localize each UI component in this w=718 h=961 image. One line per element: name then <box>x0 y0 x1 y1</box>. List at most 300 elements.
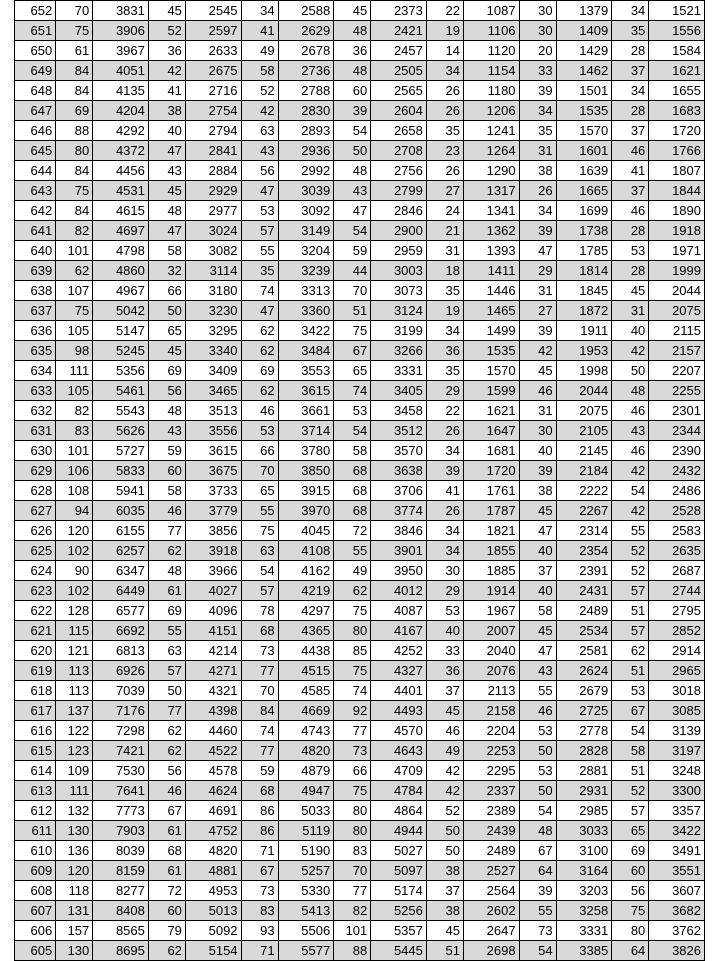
count-cell[interactable]: 2985 <box>556 801 612 821</box>
count-cell[interactable]: 34 <box>519 101 556 121</box>
score-cell[interactable]: 613 <box>15 781 56 801</box>
count-cell[interactable]: 35 <box>612 21 649 41</box>
count-cell[interactable]: 39 <box>519 221 556 241</box>
count-cell[interactable]: 3100 <box>556 841 612 861</box>
count-cell[interactable]: 5626 <box>93 421 149 441</box>
count-cell[interactable]: 3357 <box>649 801 705 821</box>
count-cell[interactable]: 45 <box>426 921 463 941</box>
count-cell[interactable]: 58 <box>148 241 185 261</box>
count-cell[interactable]: 47 <box>334 201 371 221</box>
count-cell[interactable]: 45 <box>519 361 556 381</box>
score-cell[interactable]: 623 <box>15 581 56 601</box>
count-cell[interactable]: 88 <box>334 941 371 961</box>
count-cell[interactable]: 6257 <box>93 541 149 561</box>
count-cell[interactable]: 62 <box>148 541 185 561</box>
count-cell[interactable]: 70 <box>334 281 371 301</box>
count-cell[interactable]: 41 <box>148 81 185 101</box>
score-cell[interactable]: 640 <box>15 241 56 261</box>
count-cell[interactable]: 67 <box>148 801 185 821</box>
count-cell[interactable]: 3918 <box>185 541 241 561</box>
count-cell[interactable]: 3970 <box>278 501 334 521</box>
count-cell[interactable]: 45 <box>426 701 463 721</box>
count-cell[interactable]: 55 <box>612 521 649 541</box>
count-cell[interactable]: 3139 <box>649 721 705 741</box>
count-cell[interactable]: 3850 <box>278 461 334 481</box>
score-cell[interactable]: 632 <box>15 401 56 421</box>
count-cell[interactable]: 1409 <box>556 21 612 41</box>
count-cell[interactable]: 3831 <box>93 1 149 21</box>
count-cell[interactable]: 2604 <box>371 101 427 121</box>
count-cell[interactable]: 4944 <box>371 821 427 841</box>
score-cell[interactable]: 650 <box>15 41 56 61</box>
count-cell[interactable]: 39 <box>519 881 556 901</box>
count-cell[interactable]: 2788 <box>278 81 334 101</box>
count-cell[interactable]: 4820 <box>185 841 241 861</box>
count-cell[interactable]: 46 <box>148 501 185 521</box>
count-cell[interactable]: 4709 <box>371 761 427 781</box>
count-cell[interactable]: 79 <box>148 921 185 941</box>
count-cell[interactable]: 51 <box>334 301 371 321</box>
count-cell[interactable]: 2489 <box>463 841 519 861</box>
count-cell[interactable]: 1971 <box>649 241 705 261</box>
count-cell[interactable]: 2044 <box>649 281 705 301</box>
count-cell[interactable]: 59 <box>241 761 278 781</box>
count-cell[interactable]: 4570 <box>371 721 427 741</box>
count-cell[interactable]: 43 <box>148 161 185 181</box>
count-cell[interactable]: 2799 <box>371 181 427 201</box>
count-cell[interactable]: 58 <box>519 601 556 621</box>
count-cell[interactable]: 75 <box>334 781 371 801</box>
count-cell[interactable]: 28 <box>612 41 649 61</box>
count-cell[interactable]: 1584 <box>649 41 705 61</box>
count-cell[interactable]: 1411 <box>463 261 519 281</box>
score-cell[interactable]: 611 <box>15 821 56 841</box>
count-cell[interactable]: 2959 <box>371 241 427 261</box>
count-cell[interactable]: 2489 <box>556 601 612 621</box>
count-cell[interactable]: 84 <box>56 61 93 81</box>
count-cell[interactable]: 107 <box>56 281 93 301</box>
count-cell[interactable]: 34 <box>241 1 278 21</box>
score-cell[interactable]: 610 <box>15 841 56 861</box>
count-cell[interactable]: 2432 <box>649 461 705 481</box>
count-cell[interactable]: 50 <box>519 781 556 801</box>
count-cell[interactable]: 7641 <box>93 781 149 801</box>
score-cell[interactable]: 642 <box>15 201 56 221</box>
count-cell[interactable]: 5190 <box>278 841 334 861</box>
count-cell[interactable]: 73 <box>241 641 278 661</box>
count-cell[interactable]: 4108 <box>278 541 334 561</box>
count-cell[interactable]: 63 <box>148 641 185 661</box>
count-cell[interactable]: 1890 <box>649 201 705 221</box>
count-cell[interactable]: 53 <box>241 421 278 441</box>
count-cell[interactable]: 1241 <box>463 121 519 141</box>
count-cell[interactable]: 1535 <box>463 341 519 361</box>
count-cell[interactable]: 4624 <box>185 781 241 801</box>
count-cell[interactable]: 46 <box>612 141 649 161</box>
count-cell[interactable]: 2076 <box>463 661 519 681</box>
count-cell[interactable]: 45 <box>612 281 649 301</box>
count-cell[interactable]: 1290 <box>463 161 519 181</box>
count-cell[interactable]: 1761 <box>463 481 519 501</box>
count-cell[interactable]: 52 <box>148 21 185 41</box>
count-cell[interactable]: 14 <box>426 41 463 61</box>
count-cell[interactable]: 1154 <box>463 61 519 81</box>
count-cell[interactable]: 2564 <box>463 881 519 901</box>
count-cell[interactable]: 70 <box>334 861 371 881</box>
count-cell[interactable]: 109 <box>56 761 93 781</box>
count-cell[interactable]: 4252 <box>371 641 427 661</box>
count-cell[interactable]: 55 <box>334 541 371 561</box>
count-cell[interactable]: 3331 <box>371 361 427 381</box>
count-cell[interactable]: 2914 <box>649 641 705 661</box>
count-cell[interactable]: 2255 <box>649 381 705 401</box>
score-cell[interactable]: 628 <box>15 481 56 501</box>
count-cell[interactable]: 53 <box>241 201 278 221</box>
count-cell[interactable]: 54 <box>519 941 556 961</box>
count-cell[interactable]: 43 <box>519 661 556 681</box>
count-cell[interactable]: 2936 <box>278 141 334 161</box>
count-cell[interactable]: 4515 <box>278 661 334 681</box>
count-cell[interactable]: 78 <box>241 601 278 621</box>
count-cell[interactable]: 43 <box>148 421 185 441</box>
count-cell[interactable]: 26 <box>426 81 463 101</box>
count-cell[interactable]: 4697 <box>93 221 149 241</box>
count-cell[interactable]: 3967 <box>93 41 149 61</box>
count-cell[interactable]: 1845 <box>556 281 612 301</box>
count-cell[interactable]: 46 <box>612 401 649 421</box>
count-cell[interactable]: 53 <box>334 401 371 421</box>
count-cell[interactable]: 62 <box>612 641 649 661</box>
count-cell[interactable]: 66 <box>148 281 185 301</box>
count-cell[interactable]: 77 <box>241 661 278 681</box>
count-cell[interactable]: 53 <box>519 761 556 781</box>
count-cell[interactable]: 33 <box>426 641 463 661</box>
count-cell[interactable]: 2390 <box>649 441 705 461</box>
count-cell[interactable]: 74 <box>241 281 278 301</box>
count-cell[interactable]: 36 <box>334 41 371 61</box>
count-cell[interactable]: 37 <box>612 61 649 81</box>
count-cell[interactable]: 45 <box>519 621 556 641</box>
count-cell[interactable]: 4219 <box>278 581 334 601</box>
count-cell[interactable]: 48 <box>148 201 185 221</box>
count-cell[interactable]: 3779 <box>185 501 241 521</box>
count-cell[interactable]: 62 <box>241 341 278 361</box>
count-cell[interactable]: 26 <box>426 421 463 441</box>
count-cell[interactable]: 5256 <box>371 901 427 921</box>
count-cell[interactable]: 2157 <box>649 341 705 361</box>
count-cell[interactable]: 3082 <box>185 241 241 261</box>
score-cell[interactable]: 615 <box>15 741 56 761</box>
count-cell[interactable]: 101 <box>56 441 93 461</box>
count-cell[interactable]: 3230 <box>185 301 241 321</box>
count-cell[interactable]: 3422 <box>649 821 705 841</box>
count-cell[interactable]: 5461 <box>93 381 149 401</box>
count-cell[interactable]: 54 <box>334 121 371 141</box>
count-cell[interactable]: 5119 <box>278 821 334 841</box>
count-cell[interactable]: 7773 <box>93 801 149 821</box>
count-cell[interactable]: 50 <box>148 301 185 321</box>
count-cell[interactable]: 1814 <box>556 261 612 281</box>
count-cell[interactable]: 45 <box>148 1 185 21</box>
count-cell[interactable]: 1521 <box>649 1 705 21</box>
count-cell[interactable]: 5413 <box>278 901 334 921</box>
count-cell[interactable]: 4615 <box>93 201 149 221</box>
count-cell[interactable]: 3092 <box>278 201 334 221</box>
count-cell[interactable]: 2794 <box>185 121 241 141</box>
count-cell[interactable]: 82 <box>56 221 93 241</box>
count-cell[interactable]: 3197 <box>649 741 705 761</box>
count-cell[interactable]: 37 <box>519 561 556 581</box>
count-cell[interactable]: 69 <box>241 361 278 381</box>
count-cell[interactable]: 4798 <box>93 241 149 261</box>
count-cell[interactable]: 54 <box>612 481 649 501</box>
count-cell[interactable]: 36 <box>148 41 185 61</box>
count-cell[interactable]: 34 <box>612 81 649 101</box>
count-cell[interactable]: 52 <box>612 561 649 581</box>
count-cell[interactable]: 77 <box>241 741 278 761</box>
count-cell[interactable]: 58 <box>612 741 649 761</box>
count-cell[interactable]: 1738 <box>556 221 612 241</box>
count-cell[interactable]: 53 <box>612 241 649 261</box>
count-cell[interactable]: 2736 <box>278 61 334 81</box>
count-cell[interactable]: 1844 <box>649 181 705 201</box>
count-cell[interactable]: 43 <box>334 181 371 201</box>
count-cell[interactable]: 2893 <box>278 121 334 141</box>
count-cell[interactable]: 131 <box>56 901 93 921</box>
count-cell[interactable]: 4401 <box>371 681 427 701</box>
count-cell[interactable]: 3513 <box>185 401 241 421</box>
count-cell[interactable]: 65 <box>612 821 649 841</box>
count-cell[interactable]: 47 <box>148 141 185 161</box>
count-cell[interactable]: 106 <box>56 461 93 481</box>
count-cell[interactable]: 4784 <box>371 781 427 801</box>
count-cell[interactable]: 50 <box>148 681 185 701</box>
count-cell[interactable]: 47 <box>148 221 185 241</box>
count-cell[interactable]: 101 <box>334 921 371 941</box>
count-cell[interactable]: 5577 <box>278 941 334 961</box>
count-cell[interactable]: 2675 <box>185 61 241 81</box>
count-cell[interactable]: 1911 <box>556 321 612 341</box>
score-cell[interactable]: 619 <box>15 661 56 681</box>
count-cell[interactable]: 2222 <box>556 481 612 501</box>
count-cell[interactable]: 39 <box>519 461 556 481</box>
count-cell[interactable]: 64 <box>612 941 649 961</box>
count-cell[interactable]: 75 <box>241 521 278 541</box>
count-cell[interactable]: 1621 <box>463 401 519 421</box>
count-cell[interactable]: 6577 <box>93 601 149 621</box>
count-cell[interactable]: 3714 <box>278 421 334 441</box>
count-cell[interactable]: 21 <box>426 221 463 241</box>
count-cell[interactable]: 51 <box>426 941 463 961</box>
count-cell[interactable]: 57 <box>612 581 649 601</box>
count-cell[interactable]: 2115 <box>649 321 705 341</box>
count-cell[interactable]: 2977 <box>185 201 241 221</box>
count-cell[interactable]: 3422 <box>278 321 334 341</box>
count-cell[interactable]: 34 <box>519 201 556 221</box>
count-cell[interactable]: 1720 <box>463 461 519 481</box>
score-cell[interactable]: 644 <box>15 161 56 181</box>
count-cell[interactable]: 1639 <box>556 161 612 181</box>
count-cell[interactable]: 3950 <box>371 561 427 581</box>
count-cell[interactable]: 1341 <box>463 201 519 221</box>
count-cell[interactable]: 1601 <box>556 141 612 161</box>
count-cell[interactable]: 4292 <box>93 121 149 141</box>
count-cell[interactable]: 1264 <box>463 141 519 161</box>
count-cell[interactable]: 3733 <box>185 481 241 501</box>
count-cell[interactable]: 35 <box>241 261 278 281</box>
count-cell[interactable]: 3258 <box>556 901 612 921</box>
count-cell[interactable]: 73 <box>241 881 278 901</box>
score-cell[interactable]: 607 <box>15 901 56 921</box>
count-cell[interactable]: 6155 <box>93 521 149 541</box>
count-cell[interactable]: 3409 <box>185 361 241 381</box>
count-cell[interactable]: 2267 <box>556 501 612 521</box>
count-cell[interactable]: 3551 <box>649 861 705 881</box>
count-cell[interactable]: 59 <box>148 441 185 461</box>
count-cell[interactable]: 1446 <box>463 281 519 301</box>
count-cell[interactable]: 4027 <box>185 581 241 601</box>
count-cell[interactable]: 61 <box>56 41 93 61</box>
count-cell[interactable]: 4820 <box>278 741 334 761</box>
count-cell[interactable]: 4947 <box>278 781 334 801</box>
count-cell[interactable]: 86 <box>241 821 278 841</box>
count-cell[interactable]: 71 <box>241 941 278 961</box>
count-cell[interactable]: 84 <box>56 161 93 181</box>
count-cell[interactable]: 3615 <box>185 441 241 461</box>
count-cell[interactable]: 46 <box>612 201 649 221</box>
count-cell[interactable]: 130 <box>56 821 93 841</box>
count-cell[interactable]: 4438 <box>278 641 334 661</box>
count-cell[interactable]: 2337 <box>463 781 519 801</box>
count-cell[interactable]: 55 <box>241 241 278 261</box>
count-cell[interactable]: 101 <box>56 241 93 261</box>
count-cell[interactable]: 40 <box>612 321 649 341</box>
count-cell[interactable]: 6692 <box>93 621 149 641</box>
score-cell[interactable]: 631 <box>15 421 56 441</box>
count-cell[interactable]: 3180 <box>185 281 241 301</box>
count-cell[interactable]: 46 <box>426 721 463 741</box>
count-cell[interactable]: 77 <box>148 521 185 541</box>
count-cell[interactable]: 38 <box>148 101 185 121</box>
count-cell[interactable]: 8695 <box>93 941 149 961</box>
count-cell[interactable]: 8039 <box>93 841 149 861</box>
count-cell[interactable]: 47 <box>241 301 278 321</box>
count-cell[interactable]: 4493 <box>371 701 427 721</box>
count-cell[interactable]: 2678 <box>278 41 334 61</box>
count-cell[interactable]: 3762 <box>649 921 705 941</box>
count-cell[interactable]: 2629 <box>278 21 334 41</box>
count-cell[interactable]: 3966 <box>185 561 241 581</box>
count-cell[interactable]: 27 <box>519 301 556 321</box>
count-cell[interactable]: 84 <box>56 201 93 221</box>
count-cell[interactable]: 1570 <box>463 361 519 381</box>
count-cell[interactable]: 49 <box>241 41 278 61</box>
count-cell[interactable]: 39 <box>519 321 556 341</box>
count-cell[interactable]: 54 <box>519 801 556 821</box>
count-cell[interactable]: 1807 <box>649 161 705 181</box>
count-cell[interactable]: 65 <box>334 361 371 381</box>
count-cell[interactable]: 3915 <box>278 481 334 501</box>
count-cell[interactable]: 38 <box>519 161 556 181</box>
count-cell[interactable]: 80 <box>334 801 371 821</box>
count-cell[interactable]: 47 <box>519 641 556 661</box>
count-cell[interactable]: 3465 <box>185 381 241 401</box>
count-cell[interactable]: 1465 <box>463 301 519 321</box>
count-cell[interactable]: 55 <box>519 901 556 921</box>
count-cell[interactable]: 4271 <box>185 661 241 681</box>
count-cell[interactable]: 8277 <box>93 881 149 901</box>
count-cell[interactable]: 53 <box>612 681 649 701</box>
count-cell[interactable]: 31 <box>519 141 556 161</box>
count-cell[interactable]: 2679 <box>556 681 612 701</box>
count-cell[interactable]: 40 <box>426 621 463 641</box>
count-cell[interactable]: 3164 <box>556 861 612 881</box>
count-cell[interactable]: 54 <box>334 421 371 441</box>
score-cell[interactable]: 637 <box>15 301 56 321</box>
count-cell[interactable]: 130 <box>56 941 93 961</box>
count-cell[interactable]: 7903 <box>93 821 149 841</box>
count-cell[interactable]: 40 <box>148 121 185 141</box>
count-cell[interactable]: 52 <box>612 541 649 561</box>
count-cell[interactable]: 113 <box>56 681 93 701</box>
count-cell[interactable]: 3675 <box>185 461 241 481</box>
count-cell[interactable]: 53 <box>426 601 463 621</box>
count-cell[interactable]: 1855 <box>463 541 519 561</box>
count-cell[interactable]: 31 <box>612 301 649 321</box>
count-cell[interactable]: 105 <box>56 381 93 401</box>
score-cell[interactable]: 621 <box>15 621 56 641</box>
count-cell[interactable]: 3149 <box>278 221 334 241</box>
count-cell[interactable]: 30 <box>519 1 556 21</box>
count-cell[interactable]: 4151 <box>185 621 241 641</box>
count-cell[interactable]: 4012 <box>371 581 427 601</box>
score-cell[interactable]: 624 <box>15 561 56 581</box>
count-cell[interactable]: 2624 <box>556 661 612 681</box>
count-cell[interactable]: 2431 <box>556 581 612 601</box>
count-cell[interactable]: 2795 <box>649 601 705 621</box>
count-cell[interactable]: 72 <box>148 881 185 901</box>
count-cell[interactable]: 5033 <box>278 801 334 821</box>
count-cell[interactable]: 77 <box>148 701 185 721</box>
count-cell[interactable]: 2846 <box>371 201 427 221</box>
count-cell[interactable]: 73 <box>519 921 556 941</box>
count-cell[interactable]: 5097 <box>371 861 427 881</box>
count-cell[interactable]: 62 <box>334 581 371 601</box>
count-cell[interactable]: 80 <box>334 821 371 841</box>
count-cell[interactable]: 2900 <box>371 221 427 241</box>
count-cell[interactable]: 62 <box>148 721 185 741</box>
count-cell[interactable]: 42 <box>612 341 649 361</box>
count-cell[interactable]: 102 <box>56 541 93 561</box>
count-cell[interactable]: 5941 <box>93 481 149 501</box>
count-cell[interactable]: 1785 <box>556 241 612 261</box>
count-cell[interactable]: 5330 <box>278 881 334 901</box>
count-cell[interactable]: 31 <box>519 281 556 301</box>
count-cell[interactable]: 37 <box>426 681 463 701</box>
count-cell[interactable]: 94 <box>56 501 93 521</box>
score-cell[interactable]: 647 <box>15 101 56 121</box>
count-cell[interactable]: 1787 <box>463 501 519 521</box>
count-cell[interactable]: 58 <box>334 441 371 461</box>
count-cell[interactable]: 71 <box>241 841 278 861</box>
count-cell[interactable]: 19 <box>426 301 463 321</box>
score-cell[interactable]: 614 <box>15 761 56 781</box>
count-cell[interactable]: 2301 <box>649 401 705 421</box>
score-cell[interactable]: 636 <box>15 321 56 341</box>
count-cell[interactable]: 2754 <box>185 101 241 121</box>
count-cell[interactable]: 2373 <box>371 1 427 21</box>
count-cell[interactable]: 75 <box>334 321 371 341</box>
